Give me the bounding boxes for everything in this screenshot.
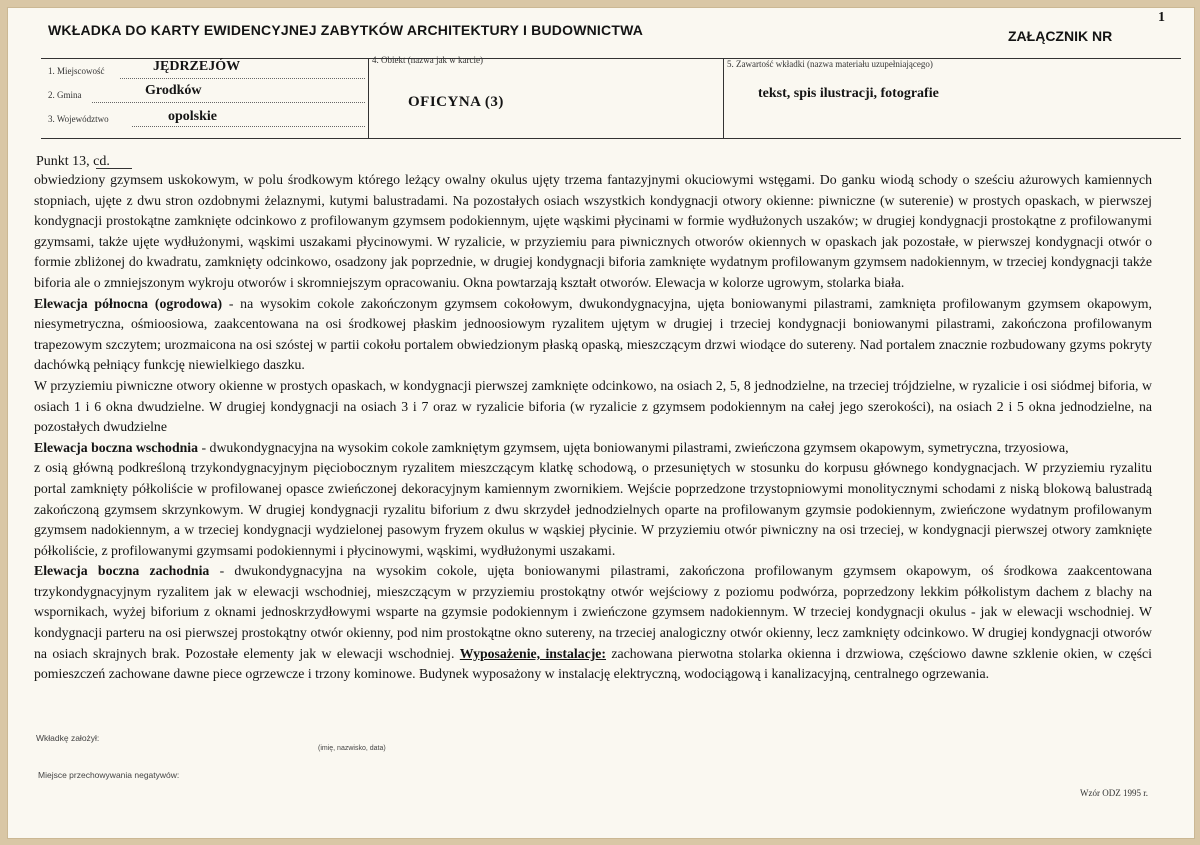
- voivodeship-dotted-line: [132, 126, 365, 127]
- paragraph-west-elevation: [34, 561, 1152, 685]
- west-elevation-text: - dwukondygnacyjna na wysokim cokole, ujęta boniowanymi pilastrami, zakończona profilowanym gzymsem okapowym, oś środkowa zaakcentowana trzykondygnacyjnym ryzalitem jak w elewacji wschodniej, mieszczącym w przyziemiu prostokątny otwór wejściowy z poziomu podwórza, poprzedzony lekkim półkolistym dachem z blachy na wspornikach, wyżej biforium z oknami jednoskrzydłowymi wsparte na gzymsie podokiennym i zwieńczone gzymsem nadokiennym. W trzeciej kondygnacji okulus - jak w elewacji wschodniej. W kondygnacji parteru na osi pierwszej prostokątny otwór okienny, pod nim prostokątne okno sutereny, na trzeciej analogiczny otwór okienny, lecz zamknięty odcinkowo. W drugiej kondygnacji otworów na osiach skrajnych brak. Pozostałe elementy jak w elewacji wschodniej.: [34, 563, 1152, 661]
- equipment-text: zachowana pierwotna stolarka okienna i drzwiowa, częściowo dawne szklenie okien, w części pomieszczeń zachowane dawne piece ogrzewcze i trzony kominowe. Budynek wyposażony w instalację elektryczną, wodociągową i kanalizacyjną, centralnego ogrzewania.: [34, 645, 1152, 682]
- locality-value: JĘDRZEJÓW: [153, 59, 241, 74]
- section-reference: Punkt 13, cd.: [36, 154, 110, 169]
- form-version: Wzór ODZ 1995 r.: [1080, 788, 1148, 798]
- column-divider-1: [368, 58, 369, 138]
- document-page: [8, 8, 1194, 838]
- section-reference-underline: [96, 168, 132, 169]
- attachment-number: ZAŁĄCZNIK NR: [1008, 28, 1113, 44]
- description-text: [34, 170, 1152, 685]
- north-elevation-text: - na wysokim cokole zakończonym gzymsem cokołowym, dwukondygnacyjna, ujęta boniowanymi pilastrami, zamknięta profilowanym gzymsem okapowym, niesymetryczna, ośmioosiowa, zaakcentowana na osi środkowej płaskim jednoosiowym ryzalitem ujętym w drugiej i trzeciej kondygnacji boniowanymi pilastrami, zakończona profilowanym trapezowym szczytem; urozmaicona na osi szóstej w partii cokołu portalem obwiedzionym płaską opaską, mieszczącym drzwi wiodące do sutereny. Nad portalem znacznie rozbudowany gzyms pokryty dachówką pełniący funkcję niewielkiego daszku.: [34, 295, 1152, 373]
- paragraph-east-elevation: [34, 438, 1152, 459]
- voivodeship-label: 3. Województwo: [48, 114, 109, 124]
- commune-dotted-line: [92, 102, 365, 103]
- paragraph-north-openings: W przyziemiu piwniczne otwory okienne w prostych opaskach, w kondygnacji pierwszej zamknięte odcinkowo, na osiach 2, 5, 8 jednodzielne, na trzeciej trójdzielne, w ryzalicie i osi siódmej biforia, w osiach 1 i 6 okna dwudzielne. W drugiej kondygnacji na osiach 3 i 7 oraz w ryzalicie biforia (w ryzalicie z gzymsem podokiennym na całej jego szerokości), na osiach 2 i 5 okna jednodzielne, na pozostałych dwudzielne: [34, 377, 1152, 435]
- form-title: WKŁADKA DO KARTY EWIDENCYJNEJ ZABYTKÓW ARCHITEKTURY I BUDOWNICTWA: [48, 22, 644, 38]
- made-by-label: Wkładkę założył:: [36, 733, 100, 743]
- equipment-heading: Wyposażenie, instalacje:: [459, 645, 607, 661]
- content-value: tekst, spis ilustracji, fotografie: [758, 86, 939, 101]
- north-elevation-heading: Elewacja północna (ogrodowa): [34, 295, 223, 311]
- east-elevation-text: - dwukondygnacyjna na wysokim cokole zamkniętym gzymsem, ujęta boniowanymi pilastrami, zwieńczona gzymsem okapowym, symetryczna, trzyosiowa,: [198, 439, 1069, 455]
- name-date-hint: (imię, nazwisko, data): [318, 745, 386, 752]
- commune-value: Grodków: [145, 83, 202, 98]
- content-label: 5. Zawartość wkładki (nazwa materiału uzupełniającego): [727, 59, 933, 69]
- east-elevation-heading: Elewacja boczna wschodnia: [34, 439, 199, 455]
- paragraph-east-details: z osią główną podkreśloną trzykondygnacyjnym pięciobocznym ryzalitem mieszczącym klatkę schodową, o przesuniętych w stosunku do korpusu głównego kondygnacjach. W przyziemiu ryzalitu portal zamknięty półkoliście w profilowanej opasce zwieńczonej dekoracyjnym kamiennym zwornikiem. Wejście poprzedzone trzystopniowymi monolitycznymi schodami z niską blokową balustradą zakończoną gzymsem skrzynkowym. W drugiej kondygnacji ryzalitu biforium z dwu skrzydeł jednodzielnych oparte na profilowanym gzymsie podokiennym, zwieńczone wydatnym profilowanym gzymsem nadokiennym, a w trzeciej kondygnacji wydzielonej pasowym fryzem okulus w wąskiej płycinie. W przyziemiu otwór piwniczny na osi trzeciej, w kondygnacji pierwszej otwory zamknięte półkoliście, z profilowanymi gzymsami podokiennymi i płycinowymi, wąskimi, wydłużonymi uszakami.: [34, 460, 1152, 558]
- header-rule-bottom: [41, 138, 1181, 139]
- negatives-storage-label: Miejsce przechowywania negatywów:: [38, 770, 180, 780]
- object-value: OFICYNA (3): [408, 94, 504, 110]
- column-divider-2: [723, 58, 724, 138]
- paragraph-continuation: obwiedziony gzymsem uskokowym, w polu środkowym którego leżący owalny okulus ujęty trzema fantazyjnymi okuciowymi wstęgami. Do ganku wiodą schody o sześciu ażurowych kamiennych stopniach, ujęte z dwu stron ozdobnymi żelaznymi, kutymi balustradami. Na pozostałych osiach wszystkich kondygnacji otwory okienne: piwniczne (w suterenie) w prostych opaskach, w pierwszej kondygnacji prostokątne zamknięte odcinkowo z profilowanym gzymsem podokiennym, ujęte wąskimi płycinami w formie wydłużonych uszaków; w drugiej kondygnacji prostokątne z profilowanymi gzymsami, także ujęte wydłużonymi, wąskimi uszakami płycinowymi. W ryzalicie, w przyziemiu para piwnicznych otworów okiennych w opaskach jak pozostałe, w pierwszej kondygnacji otwór o formie zbliżonej do kwadratu, zamknięty odcinkowo, osadzony jak poprzednie, w drugiej kondygnacji biforia zamknięte wydatnym profilowanym gzymsem nadokiennym, w trzeciej kondygnacji także biforia ale o zmniejszonym wykroju otworów i skromniejszym opracowaniu. Okna powtarzają kształt otworów. Elewacja w kolorze ugrowym, stolarka biała.: [34, 172, 1152, 290]
- west-elevation-heading: Elewacja boczna zachodnia: [34, 563, 210, 579]
- object-label: 4. Obiekt (nazwa jak w karcie): [372, 55, 483, 65]
- page-number: 1: [1158, 10, 1165, 25]
- commune-label: 2. Gmina: [48, 90, 82, 100]
- locality-label: 1. Miejscowość: [48, 66, 105, 76]
- paragraph-north-elevation: [34, 294, 1152, 376]
- locality-dotted-line: [120, 78, 365, 79]
- voivodeship-value: opolskie: [168, 109, 218, 124]
